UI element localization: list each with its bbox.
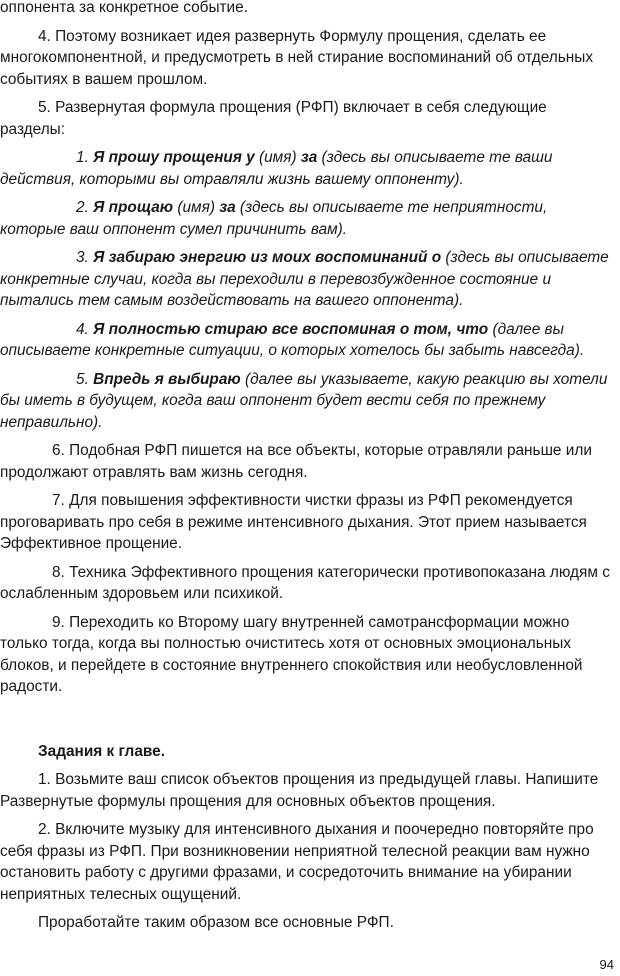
formula-item-4: 4. Я полностью стираю все воспоминая о том, что (далее вы описываете конкретные ситуации, о которых хотелось бы забыть навсегда). <box>0 320 585 359</box>
formula-item-2: 2. Я прощаю (имя) за (здесь вы описываете те неприятности, которые ваш оппонент сумел причинить вам). <box>0 199 548 238</box>
task-3: Проработайте таким образом все основные РФП. <box>38 914 394 931</box>
formula-item-5: 5. Впредь я выбираю (далее вы указываете, какую реакцию вы хотели бы иметь в будущем, когда ваш оппонент будет вести себя по прежнему неправильно). <box>0 370 608 431</box>
page-number: 94 <box>599 957 614 972</box>
paragraph-5: 5. Развернутая формула прощения (РФП) включает в себя следующие разделы: <box>0 99 547 138</box>
formula-item-1: 1. Я прошу прощения у (имя) за (здесь вы описываете те ваши действия, которыми вы отравляли жизнь вашему оппоненту). <box>0 149 553 188</box>
paragraph-7: 7. Для повышения эффективности чистки фразы из РФП рекомендуется проговаривать про себя в режиме интенсивного дыхания. Этот прием называется Эффективное прощение. <box>0 492 587 552</box>
paragraph-6: 6. Подобная РФП пишется на все объекты, которые отравляли раньше или продолжают отравлять вам жизнь сегодня. <box>0 442 592 481</box>
paragraph-continuation: оппонента за конкретное событие. <box>0 0 248 16</box>
paragraph-4: 4. Поэтому возникает идея развернуть Формулу прощения, сделать ее многокомпонентной, и предусмотреть в ней стирание воспоминаний об отдельных событиях в вашем прошлом. <box>0 27 594 88</box>
task-2: 2. Включите музыку для интенсивного дыхания и поочередно повторяйте про себя фразы из РФП. При возникновении неприятной телесной реакции вам нужно остановить работу с другими фразами, и сосредоточить внимание на убирании неприятных телесных ощущений. <box>0 821 594 903</box>
task-1: 1. Возьмите ваш список объектов прощения из предыдущей главы. Напишите Развернутые формулы прощения для основных объектов прощения. <box>0 771 599 810</box>
formula-item-3: 3. Я забираю энергию из моих воспоминаний о (здесь вы описываете конкретные случаи, когда вы переходили в перевозбужденное состояние и пытались тем самым воздействовать на вашего оппонента). <box>0 249 609 309</box>
paragraph-9: 9. Переходить ко Второму шагу внутренней самотрансформации можно только тогда, когда вы полностью очиститесь хотя от основных эмоциональных блоков, и перейдете в состояние внутреннего спокойствия или необусловленной радости. <box>0 613 583 695</box>
paragraph-8: 8. Техника Эффективного прощения категорически противопоказана людям с ослабленным здоровьем или психикой. <box>0 563 610 602</box>
section-heading: Задания к главе. <box>38 742 165 760</box>
